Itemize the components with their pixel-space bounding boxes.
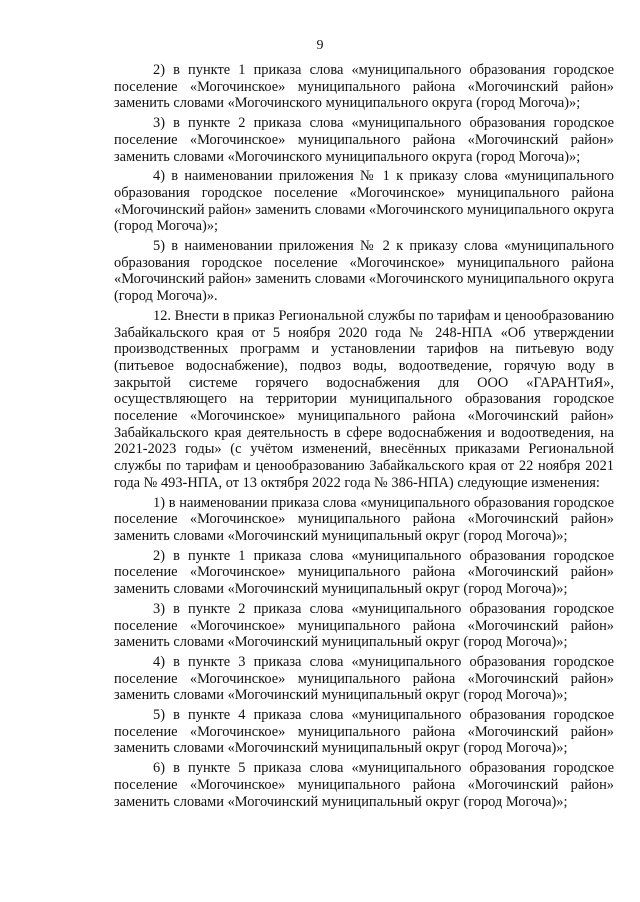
- paragraph-section-12: 12. Внести в приказ Региональной службы по тарифам и ценообразованию Забайкальского края от 5 ноября 2020 года № 248-НПА «Об утверждении производственных программ и установлении тарифов на питьевую воду (питьевое водоснабжение), подвоз воды, водоотведение, горячую воду в закрытой системе горячего водоснабжения для ООО «ГАРАНТиЯ», осуществляющего на территории муниципального образования городское поселение «Могочинское» муниципального района «Могочинский район» Забайкальского края деятельность в сфере водоснабжения и водоотведения, на 2021-2023 годы» (с учётом изменений, внесённых приказами Региональной службы по тарифам и ценообразованию Забайкальского края от 22 ноября 2021 года № 493-НПА, от 13 октября 2022 года № 386-НПА) следующие изменения:: [114, 307, 614, 491]
- paragraph-item-3-point-2: 3) в пункте 2 приказа слова «муниципального образования городское поселение «Могочинское» муниципального района «Могочинский район» заменить словами «Могочинского муниципального округа (город Могоча)»;: [114, 115, 614, 165]
- paragraph-item-4-point-3: 4) в пункте 3 приказа слова «муниципального образования городское поселение «Могочинское» муниципального района «Могочинский район» заменить словами «Могочинский муниципальный округ (город Могоча)»;: [114, 653, 614, 704]
- document-body: [114, 62, 614, 810]
- paragraph-item-5-appendix-2: 5) в наименовании приложения № 2 к приказу слова «муниципального образования городское поселение «Могочинское» муниципального района «Могочинский район» заменить словами «Могочинского муниципального округа (город Могоча)».: [114, 238, 614, 305]
- paragraph-item-1-order-title: 1) в наименовании приказа слова «муниципального образования городское поселение «Могочинское» муниципального района «Могочинский район» заменить словами «Могочинский муниципальный округ (город Могоча)»;: [114, 494, 614, 544]
- paragraph-item-2-point-1: 2) в пункте 1 приказа слова «муниципального образования городское поселение «Могочинское» муниципального района «Могочинский район» заменить словами «Могочинский муниципальный округ (город Могоча)»;: [114, 547, 614, 598]
- paragraph-item-3-point-2: 3) в пункте 2 приказа слова «муниципального образования городское поселение «Могочинское» муниципального района «Могочинский район» заменить словами «Могочинский муниципальный округ (город Могоча)»;: [114, 600, 614, 651]
- paragraph-item-4-appendix-1: 4) в наименовании приложения № 1 к приказу слова «муниципального образования городское поселение «Могочинское» муниципального района «Могочинский район» заменить словами «Могочинского муниципального округа (город Могоча)»;: [114, 168, 614, 235]
- paragraph-item-5-point-4: 5) в пункте 4 приказа слова «муниципального образования городское поселение «Могочинское» муниципального района «Могочинский район» заменить словами «Могочинский муниципальный округ (город Могоча)»;: [114, 707, 614, 757]
- paragraph-item-2-point-1: 2) в пункте 1 приказа слова «муниципального образования городское поселение «Могочинское» муниципального района «Могочинский район» заменить словами «Могочинского муниципального округа (город Могоча)»;: [114, 62, 614, 112]
- page-number: 9: [316, 38, 324, 53]
- paragraph-item-6-point-5: 6) в пункте 5 приказа слова «муниципального образования городское поселение «Могочинское» муниципального района «Могочинский район» заменить словами «Могочинский муниципальный округ (город Могоча)»;: [114, 760, 614, 810]
